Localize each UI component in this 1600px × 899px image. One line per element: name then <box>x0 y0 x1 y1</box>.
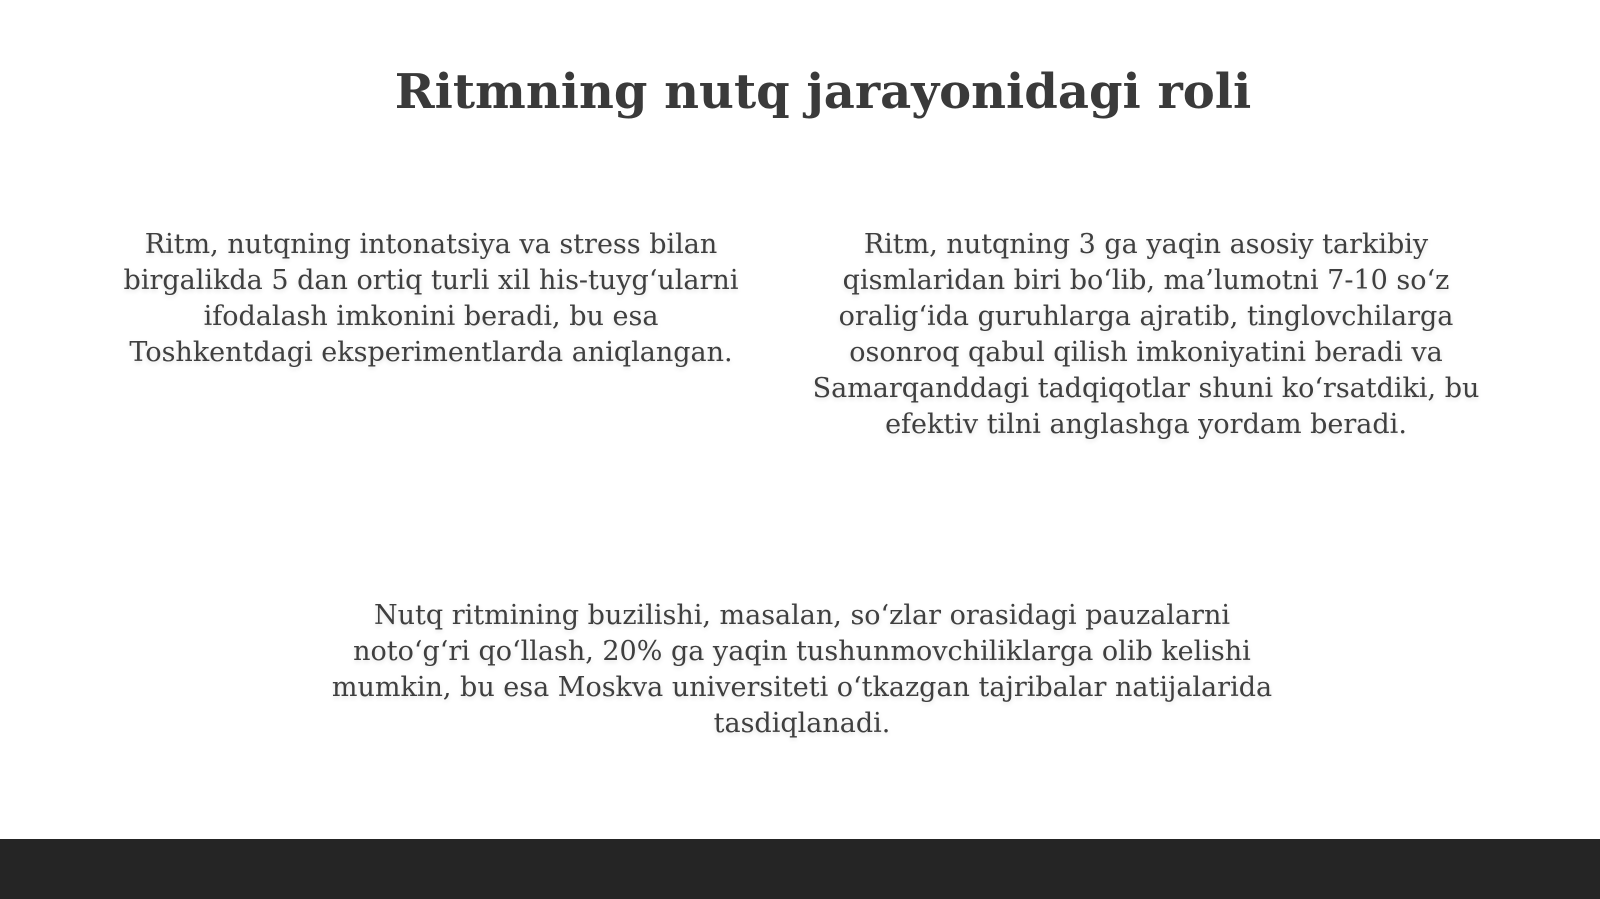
text-block-right: Ritm, nutqning 3 ga yaqin asosiy tarkibiy qismlaridan biri bo‘lib, ma’lumotni 7-10 so‘z oralig‘ida guruhlarga ajratib, tinglovchilarga osonroq qabul qilish imkoniyatini beradi va Samarqanddagi tadqiqotlar shuni ko‘rsatdiki, bu efektiv tilni anglashga yordam beradi. <box>812 229 1480 440</box>
text-block-left: Ritm, nutqning intonatsiya va stress bilan birgalikda 5 dan ortiq turli xil his-tuyg‘ularni ifodalash imkonini beradi, bu esa Toshkentdagi eksperimentlarda aniqlangan. <box>123 229 739 368</box>
slide-title: Ritmning nutq jarayonidagi roli <box>394 64 1252 120</box>
text-block-bottom: Nutq ritmining buzilishi, masalan, so‘zlar orasidagi pauzalarni noto‘g‘ri qo‘llash, 20% ga yaqin tushunmovchiliklarga olib kelishi mumkin, bu esa Moskva universiteti o‘tkazgan tajribalar natijalarida tasdiqlanadi. <box>331 600 1273 739</box>
footer-bar <box>0 839 1600 899</box>
